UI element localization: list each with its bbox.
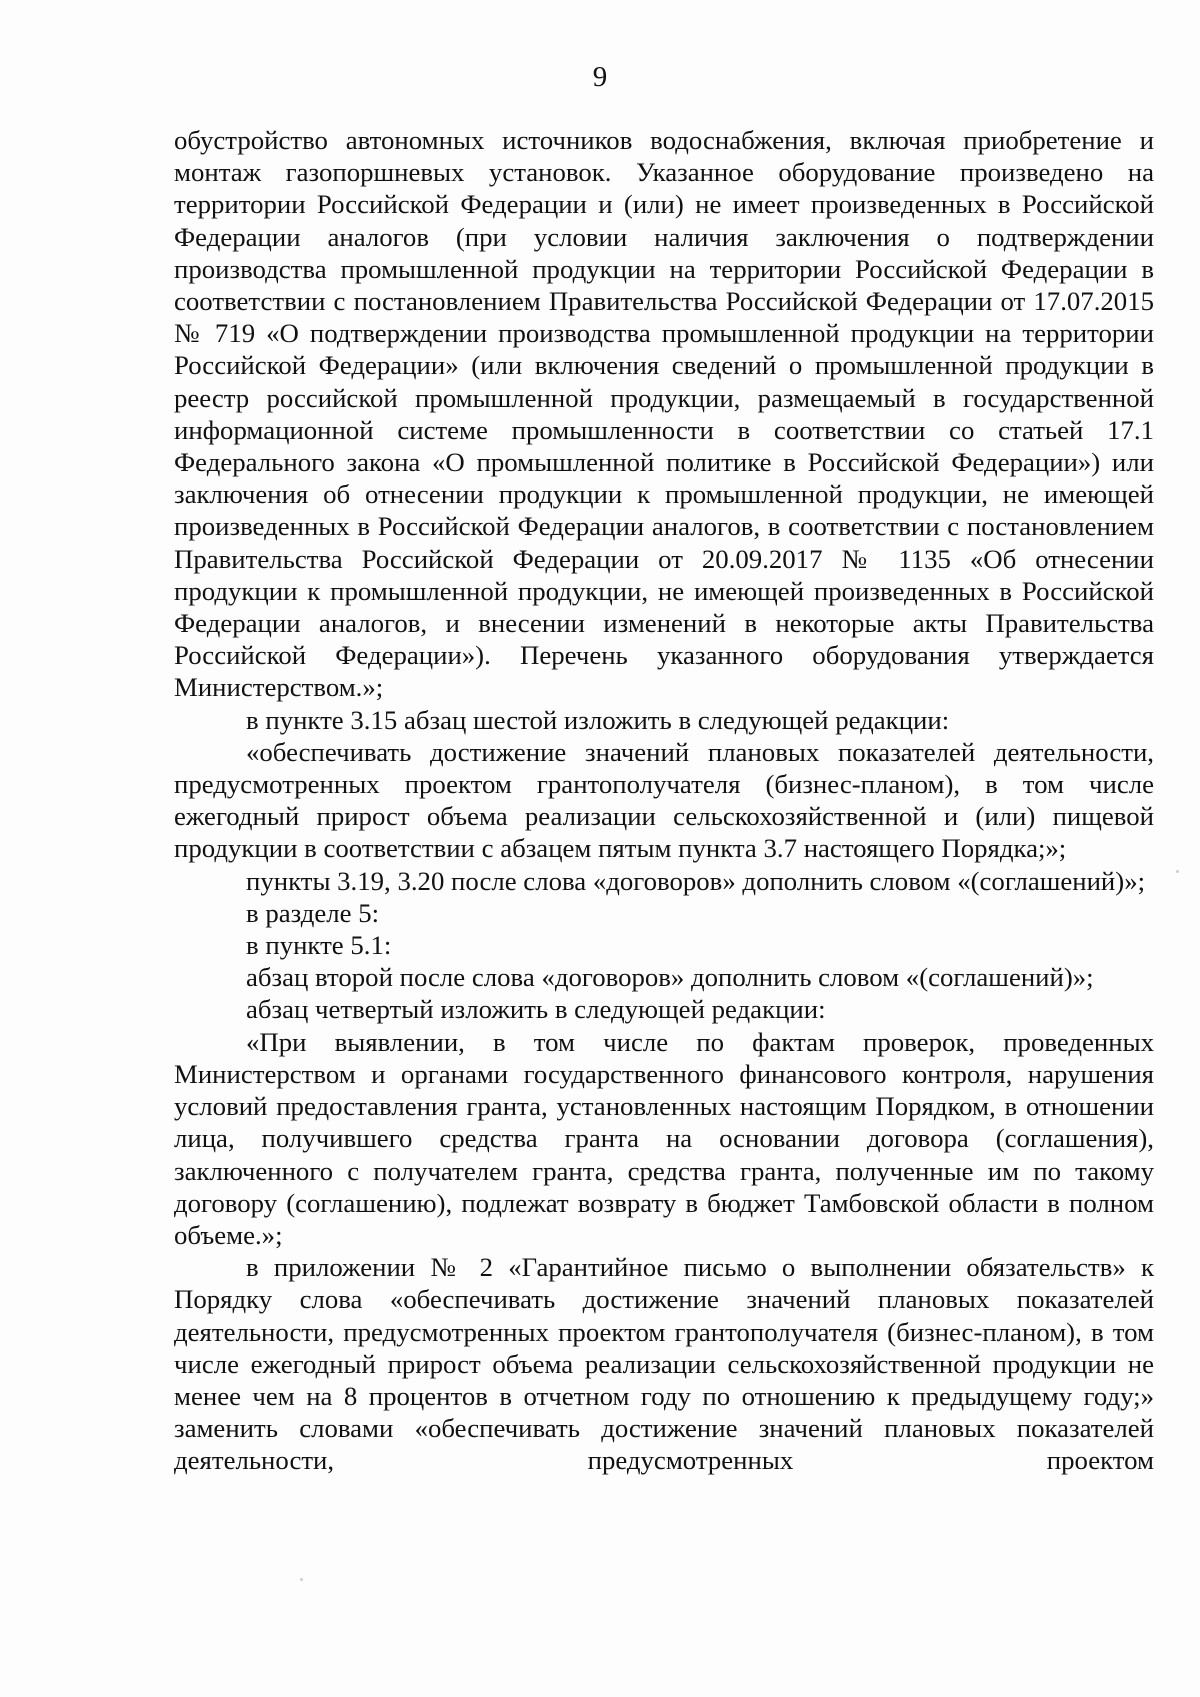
page-number: 9 (592, 61, 608, 93)
paragraph: «обеспечивать достижение значений плановых показателей деятельности, предусмотренных проектом грантополучателя (бизнес-планом), в том числе ежегодный прирост объема реализации сельскохозяйственной и (или) пищевой продукции в соответствии с абзацем пятым пункта 3.7 настоящего Порядка;»; (174, 736, 1154, 864)
paragraph: в пункте 3.15 абзац шестой изложить в следующей редакции: (246, 704, 950, 735)
document-body (174, 124, 1154, 1477)
paragraph: в разделе 5: (246, 897, 380, 928)
paragraph: абзац второй после слова «договоров» дополнить словом «(соглашений)»; (246, 962, 1094, 993)
paragraph: в приложении № 2 «Гарантийное письмо о выполнении обязательств» к Порядку слова «обеспечивать достижение значений плановых показателей деятельности, предусмотренных проектом грантополучателя (бизнес-планом), в том числе ежегодный прирост объема реализации сельскохозяйственной продукции не менее чем на 8 процентов в отчетном году по отношению к предыдущему году;» заменить словами «обеспечивать достижение значений плановых показателей деятельности, предусмотренных проектом (174, 1252, 1154, 1476)
paragraph: обустройство автономных источников водоснабжения, включая приобретение и монтаж газопоршневых установок. Указанное оборудование произведено на территории Российской Федерации и (или) не имеет произведенных в Российской Федерации аналогов (при условии наличия заключения о подтверждении производства промышленной продукции на территории Российской Федерации в соответствии с постановлением Правительства Российской Федерации от 17.07.2015 № 719 «О подтверждении производства промышленной продукции на территории Российской Федерации» (или включения сведений о промышленной продукции в реестр российской промышленной продукции, размещаемый в государственной информационной системе промышленности в соответствии со статьей 17.1 Федерального закона «О промышленной политике в Российской Федерации») или заключения об отнесении продукции к промышленной продукции, не имеющей произведенных в Российской Федерации аналогов, в соответствии с постановлением Правительства Российской Федерации от 20.09.2017 № 1135 «Об отнесении продукции к промышленной продукции, не имеющей произведенных в Российской Федерации аналогов, и внесении изменений в некоторые акты Правительства Российской Федерации»). Перечень указанного оборудования утверждается Министерством.»; (174, 125, 1154, 703)
scan-speck (300, 1578, 303, 1581)
paragraph: «При выявлении, в том числе по фактам проверок, проведенных Министерством и органами государственного финансового контроля, нарушения условий предоставления гранта, установленных настоящим Порядком, в отношении лица, получившего средства гранта на основании договора (соглашения), заключенного с получателем гранта, средства гранта, полученные им по такому договору (соглашению), подлежат возврату в бюджет Тамбовской области в полном объеме.»; (174, 1026, 1154, 1250)
paragraph: пункты 3.19, 3.20 после слова «договоров» дополнить словом «(соглашений)»; (246, 865, 1146, 896)
scan-speck (1176, 870, 1179, 873)
paragraph: абзац четвертый изложить в следующей редакции: (246, 994, 826, 1025)
paragraph: в пункте 5.1: (246, 930, 392, 961)
